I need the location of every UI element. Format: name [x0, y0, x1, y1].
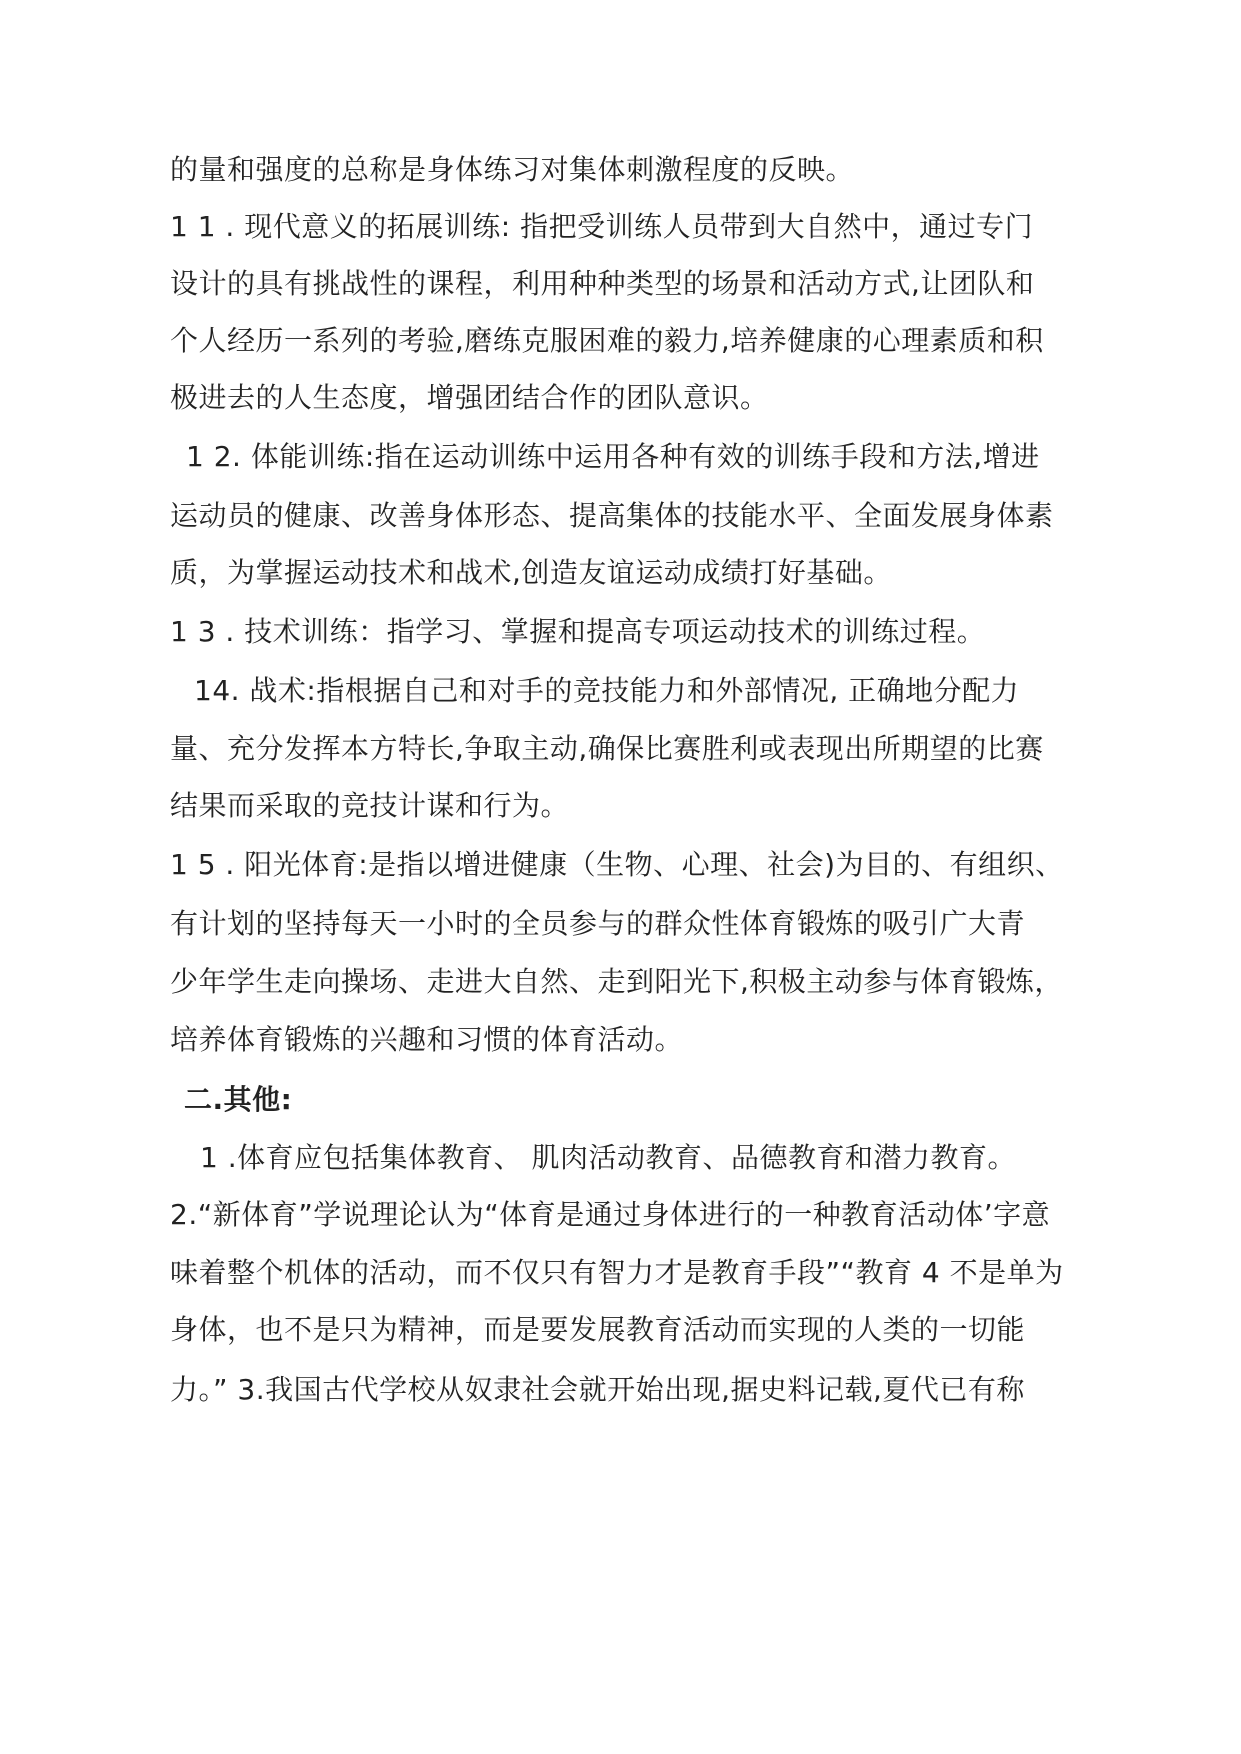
text-line: 少年学生走向操场、走进大自然、走到阳光下,积极主动参与体育锻炼，	[170, 965, 1063, 998]
section-heading: 二.其他:	[184, 1083, 293, 1116]
text-line: 培养体育锻炼的兴趣和习惯的体育活动。	[170, 1023, 684, 1056]
text-line: 身体，也不是只为精神，而是要发展教育活动而实现的人类的一切能	[170, 1313, 1026, 1346]
text-line: 1 2. 体能训练:指在运动训练中运用各种有效的训练手段和方法,增进	[186, 440, 1040, 473]
text-line: 2.“新体育”学说理论认为“体育是通过身体进行的一种教育活动体’字意	[170, 1198, 1051, 1231]
text-line: 的量和强度的总称是身体练习对集体刺激程度的反映。	[170, 153, 855, 186]
text-line: 14. 战术:指根据自己和对手的竞技能力和外部情况, 正确地分配力	[194, 674, 1020, 707]
text-line: 结果而采取的竞技计谋和行为。	[170, 789, 570, 822]
text-line: 运动员的健康、改善身体形态、提高集体的技能水平、全面发展身体素	[170, 499, 1054, 532]
text-line: 量、充分发挥本方特长,争取主动,确保比赛胜利或表现出所期望的比赛	[170, 732, 1044, 765]
text-line: 1 3 . 技术训练：指学习、掌握和提高专项运动技术的训练过程。	[170, 615, 986, 648]
text-line: 1 .体育应包括集体教育、 肌肉活动教育、品德教育和潜力教育。	[200, 1141, 1017, 1174]
text-line: 个人经历一系列的考验,磨练克服困难的毅力,培养健康的心理素质和积	[170, 324, 1044, 357]
text-line: 1 5 . 阳光体育:是指以增进健康（生物、心理、社会)为目的、有组织、	[170, 848, 1064, 881]
text-line: 味着整个机体的活动，而不仅只有智力才是教育手段”“教育 4 不是单为	[170, 1256, 1064, 1289]
text-line: 极进去的人生态度，增强团结合作的团队意识。	[170, 381, 769, 414]
text-line: 设计的具有挑战性的课程，利用种种类型的场景和活动方式,让团队和	[170, 267, 1035, 300]
text-line: 质，为掌握运动技术和战术,创造友谊运动成绩打好基础。	[170, 556, 892, 589]
text-line: 1 1 . 现代意义的拓展训练: 指把受训练人员带到大自然中，通过专门	[170, 210, 1034, 243]
text-line: 力。” 3.我国古代学校从奴隶社会就开始出现,据史料记载,夏代已有称	[170, 1373, 1025, 1406]
text-line: 有计划的坚持每天一小时的全员参与的群众性体育锻炼的吸引广大青	[170, 907, 1026, 940]
